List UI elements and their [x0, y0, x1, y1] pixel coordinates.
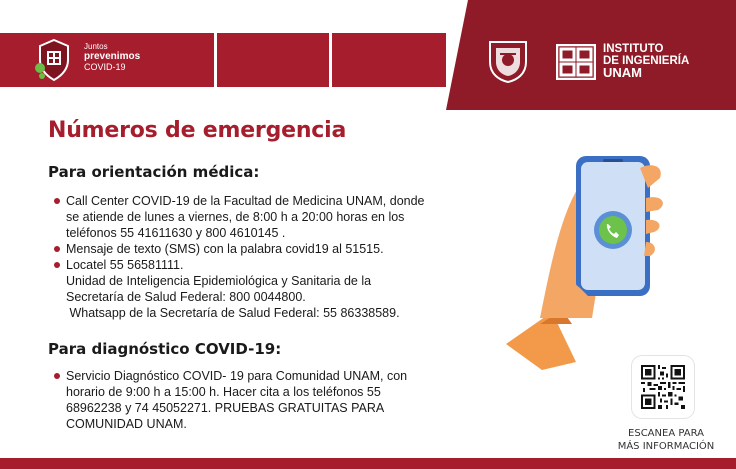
institute-line-2: DE INGENIERÍA [603, 55, 690, 67]
list-item-line: teléfonos 55 41611630 y 800 4610145 . [66, 226, 286, 240]
page-title: Números de emergencia [48, 118, 347, 143]
section-heading-medical: Para orientación médica: [48, 163, 260, 181]
footer-band [0, 458, 736, 469]
qr-code-card[interactable] [632, 356, 694, 418]
unam-seal-icon [484, 36, 532, 84]
qr-caption-line-2: MÁS INFORMACIÓN [617, 441, 715, 452]
list-item [66, 241, 486, 257]
campaign-line-2: prevenimos [84, 51, 141, 62]
list-item-line: Servicio Diagnóstico COVID- 19 para Comunidad UNAM, con [66, 369, 408, 383]
list-item [66, 368, 486, 432]
campaign-logo [34, 38, 204, 82]
list-item-line: Secretaría de Salud Federal: 800 0044800. [66, 290, 306, 304]
list-item-line: Call Center COVID-19 de la Facultad de Medicina UNAM, donde [66, 194, 425, 208]
institute-line-1: INSTITUTO [603, 43, 664, 55]
qr-caption [606, 427, 726, 453]
diagnosis-list [66, 368, 486, 432]
medical-list [66, 193, 486, 321]
institute-logo-text [603, 43, 689, 79]
section-heading-diagnosis: Para diagnóstico COVID-19: [48, 340, 282, 358]
list-item-line: se atiende de lunes a viernes, de 8:00 h a 20:00 horas en los [66, 210, 405, 224]
list-item-line: Locatel 55 56581111. [66, 258, 184, 272]
list-item-line: Unidad de Inteligencia Epidemiológica y Sanitaria de la [66, 274, 372, 288]
list-item-line: Mensaje de texto (SMS) con la palabra covid19 al 51515. [66, 242, 384, 256]
list-item [66, 257, 486, 321]
phone-in-hand-icon [500, 148, 690, 378]
shield-virus-icon [34, 38, 74, 82]
header-band-3 [332, 33, 446, 87]
header [0, 0, 736, 100]
qr-code-icon [641, 365, 685, 409]
list-item-line: Whatsapp de la Secretaría de Salud Federal: 55 86338589. [66, 306, 400, 320]
list-item [66, 193, 486, 241]
campaign-line-1: Juntos [84, 42, 108, 51]
header-band-2 [217, 33, 329, 87]
list-item-line: 68962238 y 74 45052271. PRUEBAS GRATUITAS PARA [66, 401, 385, 415]
qr-caption-line-1: ESCANEA PARA [628, 428, 704, 439]
institute-line-3: UNAM [603, 65, 642, 80]
list-item-line: COMUNIDAD UNAM. [66, 417, 187, 431]
institute-logo-icon [556, 44, 596, 80]
campaign-line-3: COVID-19 [84, 62, 126, 72]
list-item-line: horario de 9:00 h a 15:00 h. Hacer cita a los teléfonos 55 [66, 385, 381, 399]
campaign-logo-text [84, 42, 140, 72]
